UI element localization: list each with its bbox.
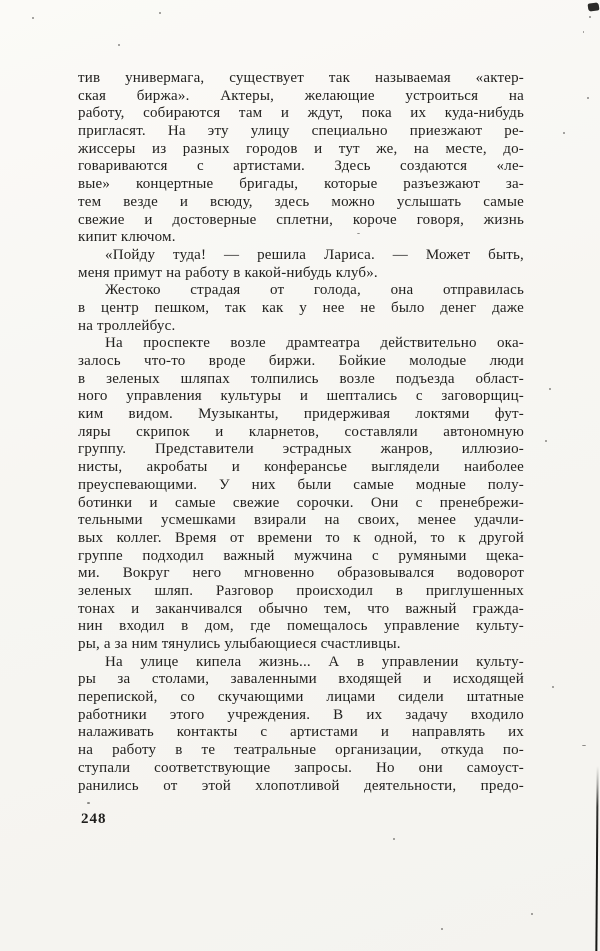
text-line: на работу в те театральные организации, откуда по- bbox=[78, 742, 524, 759]
text-line: На улице кипела жизнь... А в управлении культу- bbox=[105, 653, 524, 670]
text-block bbox=[78, 70, 524, 795]
scan-smudge bbox=[587, 2, 599, 11]
scan-speckle bbox=[583, 31, 584, 33]
text-line: налаживать контакты с артистами и направлять их bbox=[78, 724, 524, 741]
text-line: вых коллег. Время от времени то к одной, то к другой bbox=[78, 529, 524, 546]
scan-speckle bbox=[545, 440, 547, 442]
text-line: жиссеры из разных городов и тут же, на месте, до- bbox=[78, 140, 524, 157]
scan-speckle bbox=[563, 132, 565, 134]
scan-speckle bbox=[159, 12, 161, 14]
text-line: преуспевающими. У них были самые модные полу- bbox=[78, 476, 524, 493]
text-line: Жестоко страдая от голода, она отправилась bbox=[105, 282, 524, 299]
text-line: нисты, акробаты и конферансье выглядели наиболее bbox=[78, 459, 524, 476]
text-line: ми. Вокруг него мгновенно образовывался водоворот bbox=[78, 565, 524, 582]
text-line: ким видом. Музыканты, придерживая локтями фут- bbox=[78, 406, 524, 423]
text-line: зеленых шляп. Разговор происходил в приглушенных bbox=[78, 582, 524, 599]
text-line: работники этого учреждения. В их задачу входило bbox=[78, 706, 524, 723]
scan-speckle bbox=[587, 97, 589, 99]
text-line: перепиской, со скучающими лицами сидели штатные bbox=[78, 689, 524, 706]
text-line: на троллейбус. bbox=[78, 317, 176, 334]
scan-speckle bbox=[118, 44, 120, 46]
scan-speckle bbox=[87, 802, 90, 804]
text-line: ботинки и самые свежие сорочки. Они с пренебрежи- bbox=[78, 494, 524, 511]
scan-speckle bbox=[589, 16, 591, 18]
scan-speckle bbox=[582, 745, 586, 746]
text-line: работу, собираются там и ждут, пока их куда-нибудь bbox=[78, 105, 524, 122]
text-line: вые» концертные бригады, которые разъезжают за- bbox=[78, 176, 524, 193]
text-line: пригласят. На эту улицу специально приезжают ре- bbox=[78, 123, 524, 140]
scan-speckle bbox=[32, 17, 34, 19]
text-line: На проспекте возле драмтеатра действительно ока- bbox=[105, 335, 524, 352]
text-line: ного управления культуры и шептались с заговорщиц- bbox=[78, 388, 524, 405]
text-line: тельными усмешками взирали на своих, менее удачли- bbox=[78, 512, 524, 529]
text-line: ская биржа». Актеры, желающие устроиться на bbox=[78, 87, 524, 104]
scan-speckle bbox=[357, 233, 360, 234]
text-line: тем везде и всюду, здесь можно услышать самые bbox=[78, 193, 524, 210]
text-line: в центр пешком, так как у нее не было денег даже bbox=[78, 299, 524, 316]
text-line: кипит ключом. bbox=[78, 229, 176, 246]
text-line: тонах и заканчивался обычно тем, что важный гражда- bbox=[78, 600, 524, 617]
scan-speckle bbox=[549, 388, 551, 390]
text-line: «Пойду туда! — решила Лариса. — Может быть, bbox=[105, 246, 524, 263]
text-line: залось что-то вроде биржи. Бойкие молодые люди bbox=[78, 353, 524, 369]
text-line: свежие и достоверные сплетни, короче говоря, жизнь bbox=[78, 211, 524, 228]
text-line: ляры скрипок и кларнетов, составляли автономную bbox=[78, 423, 524, 440]
text-line: тив универмага, существует так называемая «актер- bbox=[78, 70, 524, 86]
text-line: группе подходил важный мужчина с румяными щека- bbox=[78, 547, 524, 564]
scan-speckle bbox=[441, 928, 443, 930]
text-line: в зеленых шляпах толпились возле подъезда област- bbox=[78, 370, 524, 387]
text-line: ранились от этой хлопотливой деятельности, предо- bbox=[78, 777, 524, 794]
text-line: говариваются с артистами. Здесь создаются «ле- bbox=[78, 158, 524, 175]
scan-speckle bbox=[393, 838, 395, 840]
text-line: ступали соответствующие запросы. Но они самоуст- bbox=[78, 759, 524, 776]
text-line: ры за столами, заваленными входящей и исходящей bbox=[78, 671, 524, 688]
text-line: группу. Представители эстрадных жанров, иллюзио- bbox=[78, 441, 524, 458]
scan-edge-line bbox=[595, 766, 598, 951]
page-number: 248 bbox=[81, 811, 107, 827]
text-line: нин входил в дом, где помещалось управление культу- bbox=[78, 618, 524, 635]
scan-speckle bbox=[552, 686, 554, 688]
text-line: меня примут на работу в какой-нибудь клуб». bbox=[78, 264, 378, 281]
text-line: ры, а за ним тянулись улыбающиеся счастливцы. bbox=[78, 636, 401, 652]
scan-speckle bbox=[531, 913, 533, 915]
